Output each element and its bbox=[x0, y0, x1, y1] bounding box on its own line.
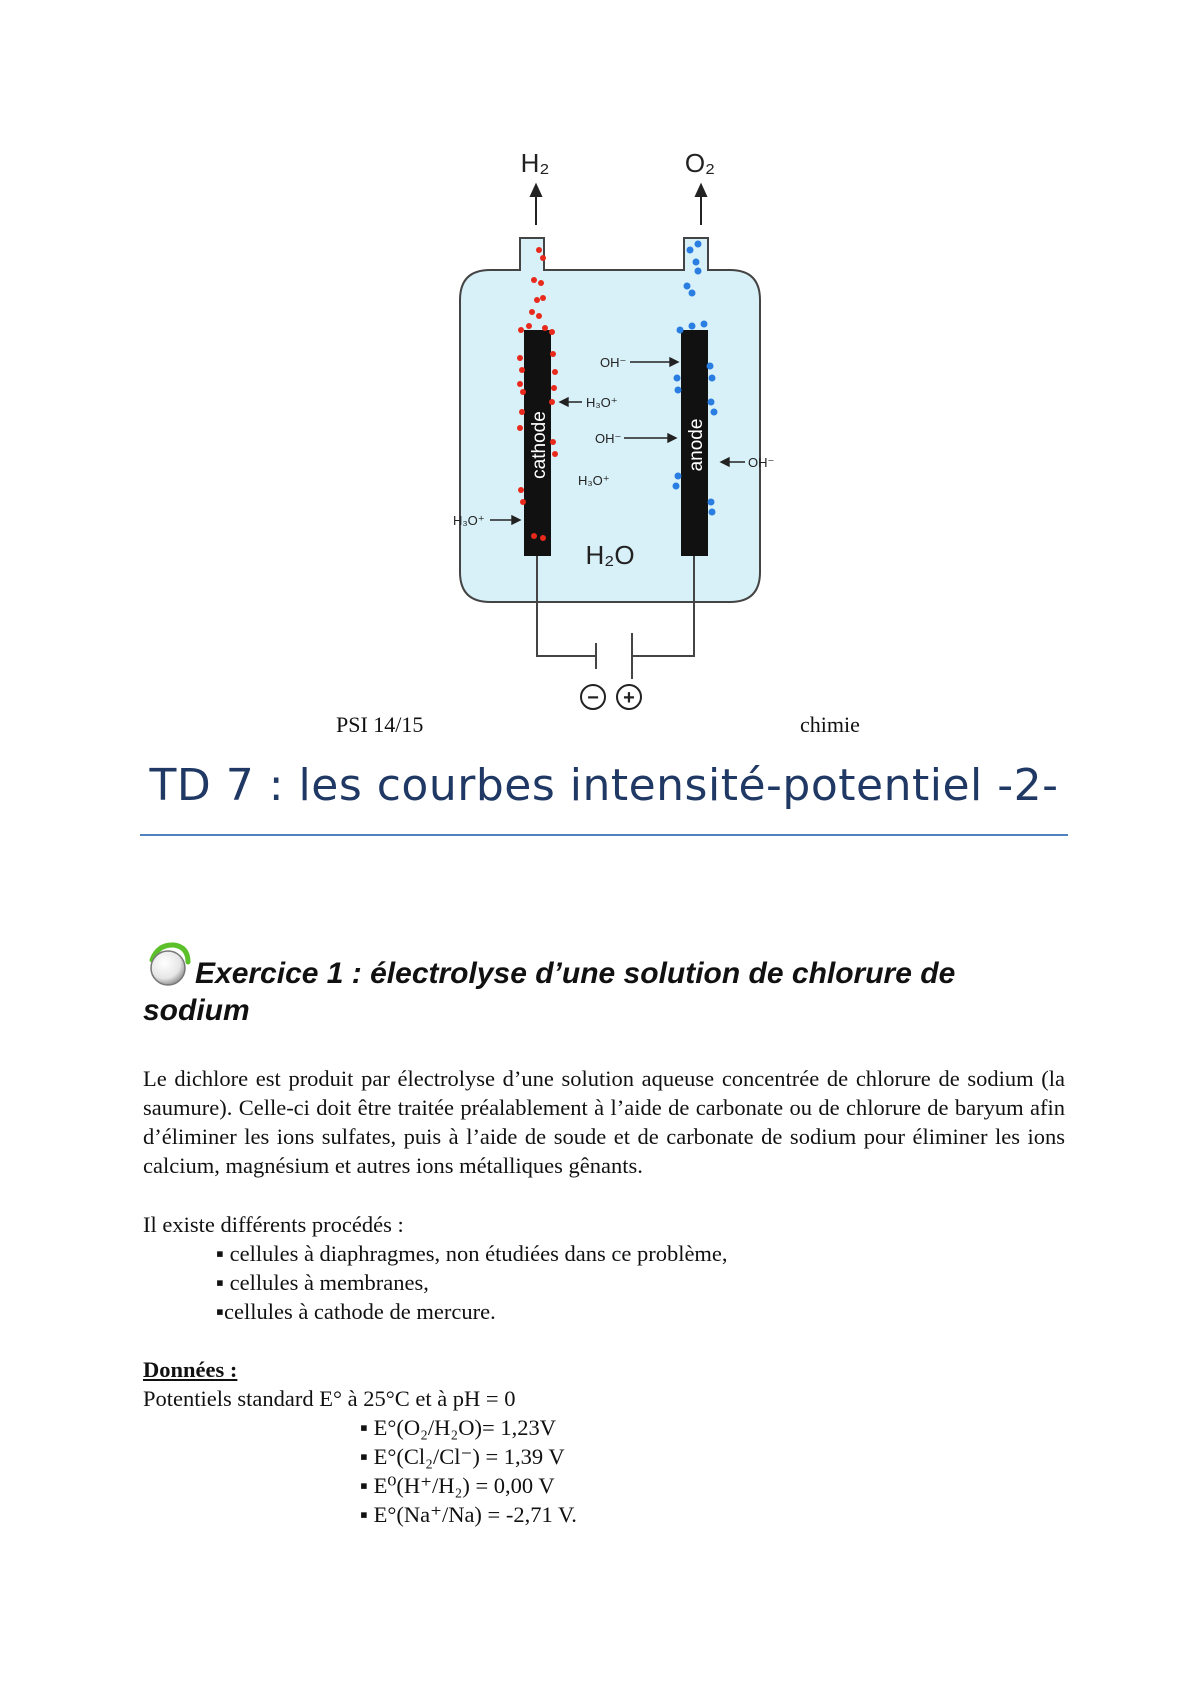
oh-ion-label: OH⁻ bbox=[600, 355, 627, 370]
water-label: H₂O bbox=[585, 540, 635, 570]
h2-gas-label: H₂ bbox=[520, 148, 550, 178]
procede-item: ▪ cellules à diaphragmes, non étudiées dans ce problème, bbox=[216, 1241, 728, 1266]
electrolysis-diagram bbox=[440, 140, 820, 720]
exercise-paragraph bbox=[143, 1064, 1065, 1180]
exercise-heading bbox=[143, 955, 1083, 1029]
potentials-intro: Potentiels standard E° à 25°C et à pH = 0 bbox=[143, 1386, 516, 1411]
title-rule bbox=[140, 834, 1068, 836]
page-title: TD 7 : les courbes intensité-potentiel -2- bbox=[149, 760, 1059, 811]
procede-item: ▪ cellules à membranes, bbox=[216, 1270, 429, 1295]
o2-gas-label: O₂ bbox=[684, 148, 716, 178]
procede-item: ▪cellules à cathode de mercure. bbox=[216, 1299, 496, 1324]
intro-paragraph: Le dichlore est produit par électrolyse d’une solution aqueuse concentrée de chlorure de sodium (la saumure). Celle-ci doit être traitée préalablement à l’aide de carbonate ou de chlorure de baryum afin d’éliminer les ions sulfates, puis à l’aide de soude et de carbonate de sodium pour éliminer les ions calcium, magnésium et autres ions métalliques gênants. bbox=[143, 1066, 1065, 1178]
potential-item: ▪ E°(Na⁺/Na) = -2,71 V. bbox=[360, 1502, 577, 1527]
potential-item: ▪ E°(Cl₂/Cl⁻) = 1,39 V bbox=[360, 1444, 565, 1469]
anode-label: anode bbox=[686, 418, 707, 472]
oh-ion-label: OH⁻ bbox=[595, 431, 622, 446]
gas-arrows bbox=[531, 185, 706, 225]
cathode-label: cathode bbox=[529, 411, 550, 479]
exercise-heading-line2: sodium bbox=[143, 994, 250, 1027]
electrolysis-svg bbox=[440, 140, 820, 720]
potential-item: ▪ E⁰(H⁺/H₂) = 0,00 V bbox=[360, 1473, 555, 1498]
potential-item: ▪ E°(O₂/H₂O)= 1,23V bbox=[360, 1415, 556, 1440]
h3o-ion-label: H₃O⁺ bbox=[453, 513, 485, 528]
h3o-ion-label: H₃O⁺ bbox=[578, 473, 610, 488]
donnees-label: Données : bbox=[143, 1357, 238, 1382]
h3o-ion-label: H₃O⁺ bbox=[586, 395, 618, 410]
procedes-intro: Il existe différents procédés : bbox=[143, 1212, 404, 1237]
subject-label: chimie bbox=[800, 712, 860, 737]
exercise-heading-line1: Exercice 1 : électrolyse d’une solution de chlorure de bbox=[195, 957, 956, 990]
oh-ion-label: OH⁻ bbox=[748, 455, 775, 470]
plus-sign: + bbox=[623, 687, 635, 709]
minus-sign: − bbox=[587, 687, 599, 709]
course-label: PSI 14/15 bbox=[336, 712, 424, 737]
